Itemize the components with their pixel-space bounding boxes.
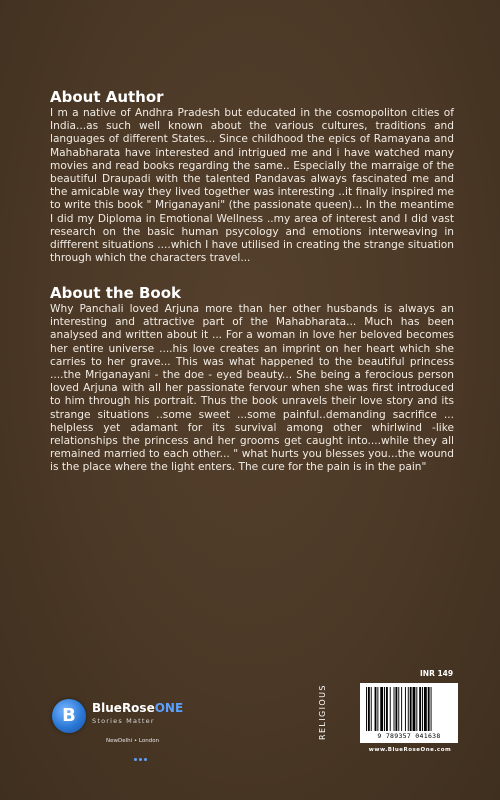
about-author-text: I m a native of Andhra Pradesh but educated in the cosmopoliton cities of India...as such well known about the various cultures, traditions and languages of different States... Since childhood the epics of Ramayana and Mahabharata have interested and intrigued me and i have watched many movies and read books regarding the same.. Especially the marraige of the beautiful Draupadi with the talented Pandavas always fascinated me and the amicable way they lived together was interesting ..it finally inspired me to write this book " Mriganayani" (the passionate queen)... In the meantime I did my Diploma in Emotional Wellness ..my area of interest and I did vast research on the basic human psycology and emotions interweaving in diffferent situations ....which I have utilised in creating the strange situation through which the characters travel... — [50, 107, 454, 265]
about-book-text: Why Panchali loved Arjuna more than her other husbands is always an interesting and attractive part of the Mahabharata... Much has been analysed and written about it ... For a woman in love her beloved becomes her entire universe ....his love creates an imprint on her heart which she carries to her grave... This was what happened to the beautiful princess ....the Mriganayani - the doe - eyed beauty... She being a ferocious person loved Arjuna with all her passionate fervour when she was first introduced to him through his portrait. Thus the book unravels their love story and its strange situations ..some sweet ...some painful..demanding sacrifice ... helpless yet adamant for its survival among other whirlwind -like relationships the princess and her grooms get caught into....while they all remained married to each other... " what hurts you blesses you...the wound is the place where the light enters. The cure for the pain is in the pain" — [50, 303, 454, 474]
publisher-locations: NewDelhi • London — [106, 738, 160, 744]
about-book-heading: About the Book — [50, 284, 181, 302]
price-label: INR 149 — [420, 669, 454, 678]
publisher-tagline: Stories Matter — [92, 717, 155, 725]
about-author-section — [50, 88, 454, 265]
isbn-barcode — [360, 683, 458, 743]
publisher-name-part1: BlueRose — [92, 701, 155, 715]
bluerose-logo-icon: B — [52, 699, 86, 733]
about-author-heading: About Author — [50, 88, 164, 106]
genre-label: RELIGIOUS — [318, 684, 327, 740]
logo-dots — [134, 746, 150, 750]
barcode-bars — [366, 687, 452, 731]
publisher-logo — [52, 693, 212, 753]
publisher-name — [92, 701, 183, 715]
publisher-name-part2: ONE — [154, 701, 184, 715]
isbn-number: 9 789357 041638 — [377, 732, 441, 740]
website-url: www.BlueRoseOne.com — [368, 747, 452, 753]
about-book-section — [50, 284, 454, 475]
